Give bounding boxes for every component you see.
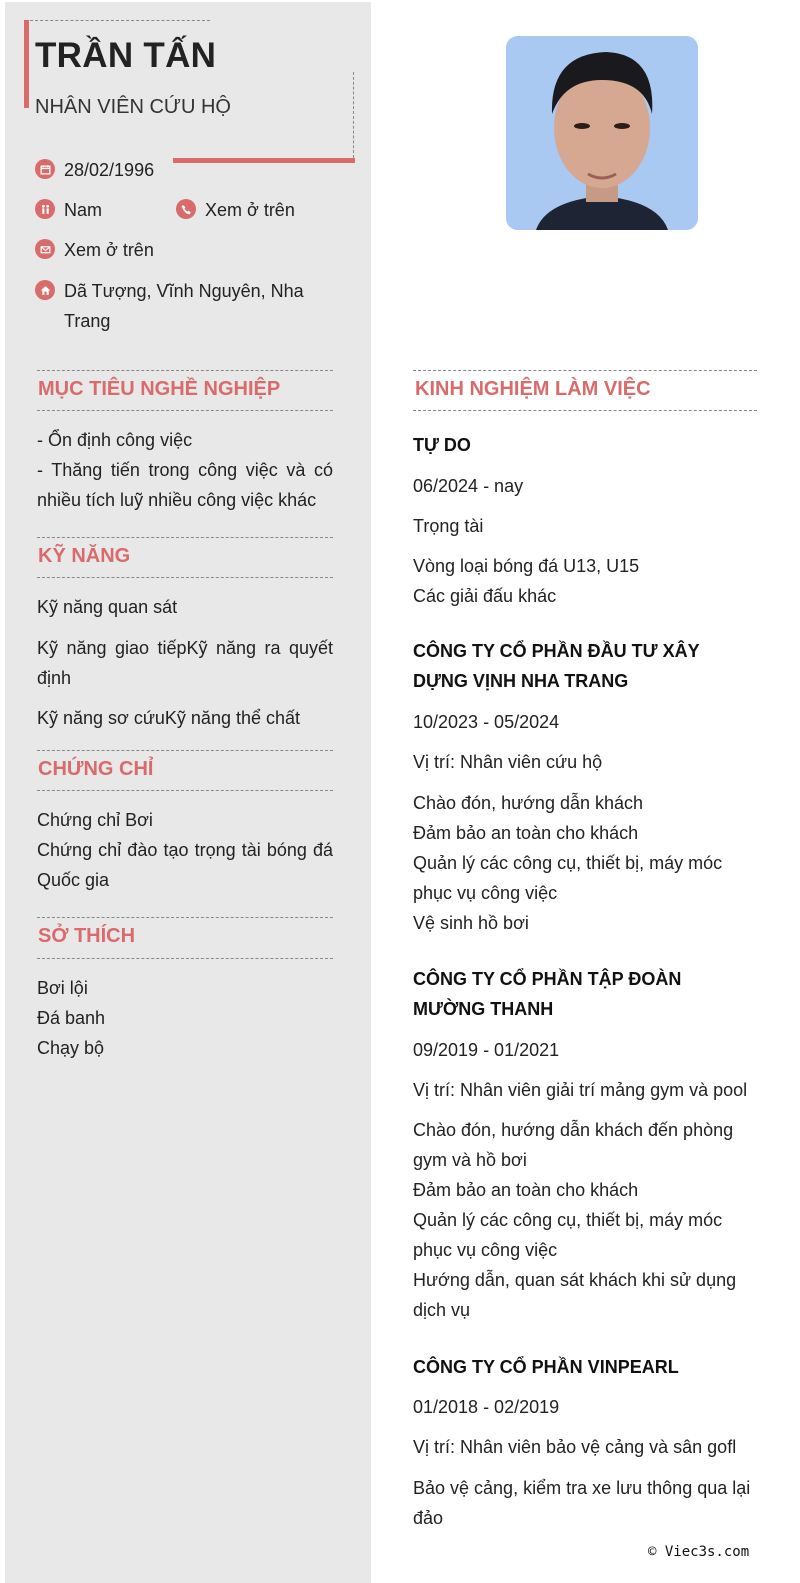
experience-title: KINH NGHIỆM LÀM VIỆC — [415, 378, 651, 400]
certificates-title: CHỨNG CHỈ — [38, 758, 154, 780]
job-description: Vòng loại bóng đá U13, U15 Các giải đấu khác — [413, 556, 640, 606]
objective-text: - Ổn định công việc - Thăng tiến trong công việc và có nhiều tích luỹ nhiều công việc khác — [37, 430, 333, 510]
phone-row — [176, 195, 295, 225]
avatar-portrait — [506, 36, 698, 230]
decor-dashed-top — [30, 20, 210, 21]
skill-item: Kỹ năng giao tiếpKỹ năng ra quyết định — [37, 638, 333, 688]
avatar — [506, 36, 698, 230]
divider — [37, 750, 333, 751]
email-row — [35, 235, 154, 265]
job-period: 10/2023 - 05/2024 — [413, 712, 560, 732]
address-value: Dã Tượng, Vĩnh Nguyên, Nha Trang — [64, 281, 304, 331]
job-description: Chào đón, hướng dẫn khách Đảm bảo an toàn cho khách Quản lý các công cụ, thiết bị, máy móc phục vụ công việc Vệ sinh hồ bơi — [413, 793, 723, 933]
birthday-row — [35, 155, 154, 185]
envelope-icon — [35, 239, 55, 259]
candidate-title: NHÂN VIÊN CỨU HỘ — [35, 96, 231, 118]
job-company: CÔNG TY CỔ PHẦN TẬP ĐOÀN MƯỜNG THANH — [413, 969, 682, 1019]
calendar-icon — [35, 159, 55, 179]
divider — [37, 537, 333, 538]
job-position: Vị trí: Nhân viên cứu hộ — [413, 752, 603, 772]
job-description: Bảo vệ cảng, kiểm tra xe lưu thông qua lại đảo — [413, 1478, 751, 1528]
divider — [37, 790, 333, 791]
candidate-name: TRẦN TẤN — [35, 36, 217, 75]
phone-value: Xem ở trên — [205, 200, 295, 220]
phone-icon — [176, 199, 196, 219]
divider — [37, 917, 333, 918]
gender-icon — [35, 199, 55, 219]
skill-item: Kỹ năng quan sát — [37, 597, 178, 617]
divider — [413, 370, 757, 371]
divider — [37, 958, 333, 959]
objective-title: MỤC TIÊU NGHỀ NGHIỆP — [38, 378, 281, 400]
job-position: Vị trí: Nhân viên giải trí mảng gym và pool — [413, 1080, 748, 1100]
job-position: Trọng tài — [413, 516, 484, 536]
divider — [37, 410, 333, 411]
certificates-text: Chứng chỉ Bơi Chứng chỉ đào tạo trọng tài bóng đá Quốc gia — [37, 810, 333, 890]
footer-watermark: © Viec3s.com — [648, 1544, 750, 1560]
divider — [413, 410, 757, 411]
job-position: Vị trí: Nhân viên bảo vệ cảng và sân gofl — [413, 1437, 737, 1457]
job-company: CÔNG TY CỔ PHẦN VINPEARL — [413, 1357, 679, 1377]
home-icon — [35, 280, 55, 300]
gender-value: Nam — [64, 200, 103, 220]
decor-dashed-vertical — [353, 72, 354, 158]
job-company: TỰ DO — [413, 435, 471, 455]
decor-accent-bar — [24, 20, 29, 108]
skill-item: Kỹ năng sơ cứuKỹ năng thể chất — [37, 708, 301, 728]
job-period: 09/2019 - 01/2021 — [413, 1040, 560, 1060]
divider — [37, 370, 333, 371]
skills-title: KỸ NĂNG — [38, 545, 131, 567]
email-value: Xem ở trên — [64, 240, 154, 260]
address-row — [35, 276, 325, 336]
hobbies-title: SỞ THÍCH — [38, 925, 136, 947]
hobbies-text: Bơi lội Đá banh Chạy bộ — [37, 978, 106, 1058]
job-period: 01/2018 - 02/2019 — [413, 1397, 560, 1417]
job-period: 06/2024 - nay — [413, 476, 524, 496]
birthday-value: 28/02/1996 — [64, 160, 155, 180]
decor-accent-line — [173, 158, 355, 163]
gender-row — [35, 195, 102, 225]
job-description: Chào đón, hướng dẫn khách đến phòng gym và hồ bơi Đảm bảo an toàn cho khách Quản lý các công cụ, thiết bị, máy móc phục vụ công việc Hướng dẫn, quan sát khách khi sử dụng dịch vụ — [413, 1120, 737, 1320]
job-company: CÔNG TY CỔ PHẦN ĐẦU TƯ XÂY DỰNG VỊNH NHA TRANG — [413, 641, 700, 691]
divider — [37, 577, 333, 578]
